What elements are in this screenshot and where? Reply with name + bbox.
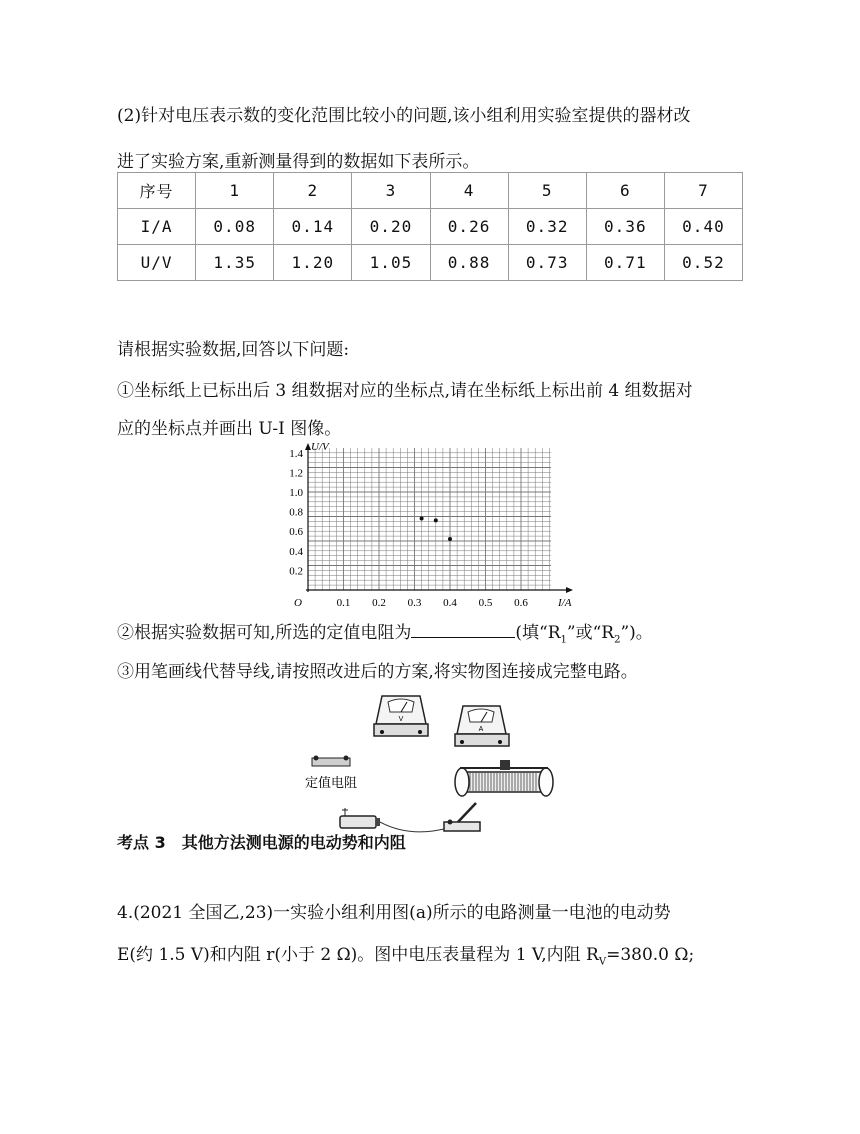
y-tick-label: 1.0 [289, 487, 303, 499]
table-cell: 3 [352, 173, 430, 209]
y-axis-label: U/V [311, 441, 329, 453]
table-header-row [118, 173, 743, 209]
resistor-label: 定值电阻 [305, 776, 358, 791]
x-tick-label: 0.4 [443, 597, 457, 609]
table-cell: 2 [274, 173, 352, 209]
table-row [118, 245, 743, 281]
table-cell: U/V [118, 245, 196, 281]
table-cell: 7 [664, 173, 742, 209]
table-cell: 1.35 [196, 245, 274, 281]
data-point [448, 537, 452, 541]
table-cell: 4 [430, 173, 508, 209]
table-cell: 0.52 [664, 245, 742, 281]
question-2-intro-line1: (2)针对电压表示数的变化范围比较小的问题,该小组利用实验室提供的器材改 [117, 106, 691, 126]
item-2-text: ②根据实验数据可知,所选的定值电阻为 [117, 623, 412, 643]
table-cell: 0.73 [508, 245, 586, 281]
fixed-resistor [312, 756, 350, 767]
grid-lines [308, 448, 551, 590]
table-cell: I/A [118, 209, 196, 245]
table-cell: 0.32 [508, 209, 586, 245]
section-heading [117, 830, 406, 853]
table-cell: 0.36 [586, 209, 664, 245]
question-4-line2: E(约 1.5 V)和内阻 r(小于 2 Ω)。图中电压表量程为 1 V,内阻 $R_V=380.0$ Ω; [117, 945, 695, 968]
x-tick-label: 0.3 [407, 597, 422, 609]
table-cell: 0.14 [274, 209, 352, 245]
apparatus-figure [300, 688, 570, 843]
item-1-line1: ①坐标纸上已标出后 3 组数据对应的坐标点,请在坐标纸上标出前 4 组数据对 [117, 381, 693, 401]
data-point [420, 516, 424, 520]
table-cell: 0.08 [196, 209, 274, 245]
u-i-graph [270, 440, 590, 615]
switch [444, 803, 480, 831]
y-tick-label: 1.2 [289, 467, 303, 480]
y-tick-label: 0.8 [289, 506, 303, 519]
x-tick-label: 0.1 [336, 597, 351, 609]
y-tick-label: 0.6 [289, 526, 303, 539]
item-1-line2: 应的坐标点并画出 U-I 图像。 [117, 419, 342, 439]
table-cell: 序号 [118, 173, 196, 209]
x-axis-arrow [566, 587, 573, 593]
data-table [117, 172, 743, 281]
question-2-intro-line2: 进了实验方案,重新测量得到的数据如下表所示。 [117, 152, 480, 172]
table-row [118, 209, 743, 245]
data-point [434, 518, 438, 522]
svg-text:V: V [398, 716, 404, 723]
section-title: 其他方法测电源的电动势和内阻 [181, 833, 406, 852]
table-cell: 0.40 [664, 209, 742, 245]
table-cell: 6 [586, 173, 664, 209]
tick-labels [289, 440, 571, 609]
battery [340, 808, 380, 828]
x-axis-label: I/A [558, 597, 572, 609]
x-tick-label: 0.2 [372, 597, 386, 609]
section-number: 考点 3 [117, 833, 166, 852]
x-tick-label: 0.6 [514, 597, 528, 609]
table-cell: 0.88 [430, 245, 508, 281]
item-2: ②根据实验数据可知,所选的定值电阻为 (填“$R_1$”或“$R_2$”)。 [117, 623, 653, 646]
question-4-line1: 4.(2021 全国乙,23)一实验小组利用图(a)所示的电路测量一电池的电动势 [117, 903, 671, 923]
rheostat [455, 760, 553, 796]
item-3: ③用笔画线代替导线,请按照改进后的方案,将实物图连接成完整电路。 [117, 662, 638, 682]
table-cell: 1.20 [274, 245, 352, 281]
table-cell: 5 [508, 173, 586, 209]
table-cell: 1.05 [352, 245, 430, 281]
y-tick-label: 0.2 [289, 565, 303, 578]
svg-text:A: A [478, 726, 484, 733]
ammeter [455, 706, 509, 746]
origin-label: O [294, 597, 302, 609]
answer-prompt: 请根据实验数据,回答以下问题: [117, 340, 350, 360]
table-cell: 0.71 [586, 245, 664, 281]
x-tick-label: 0.5 [478, 597, 493, 609]
table-cell: 0.20 [352, 209, 430, 245]
table-cell: 0.26 [430, 209, 508, 245]
y-tick-label: 1.4 [289, 447, 303, 460]
y-tick-label: 0.4 [289, 545, 303, 558]
table-cell: 1 [196, 173, 274, 209]
voltmeter [374, 696, 428, 736]
answer-blank [411, 621, 515, 638]
